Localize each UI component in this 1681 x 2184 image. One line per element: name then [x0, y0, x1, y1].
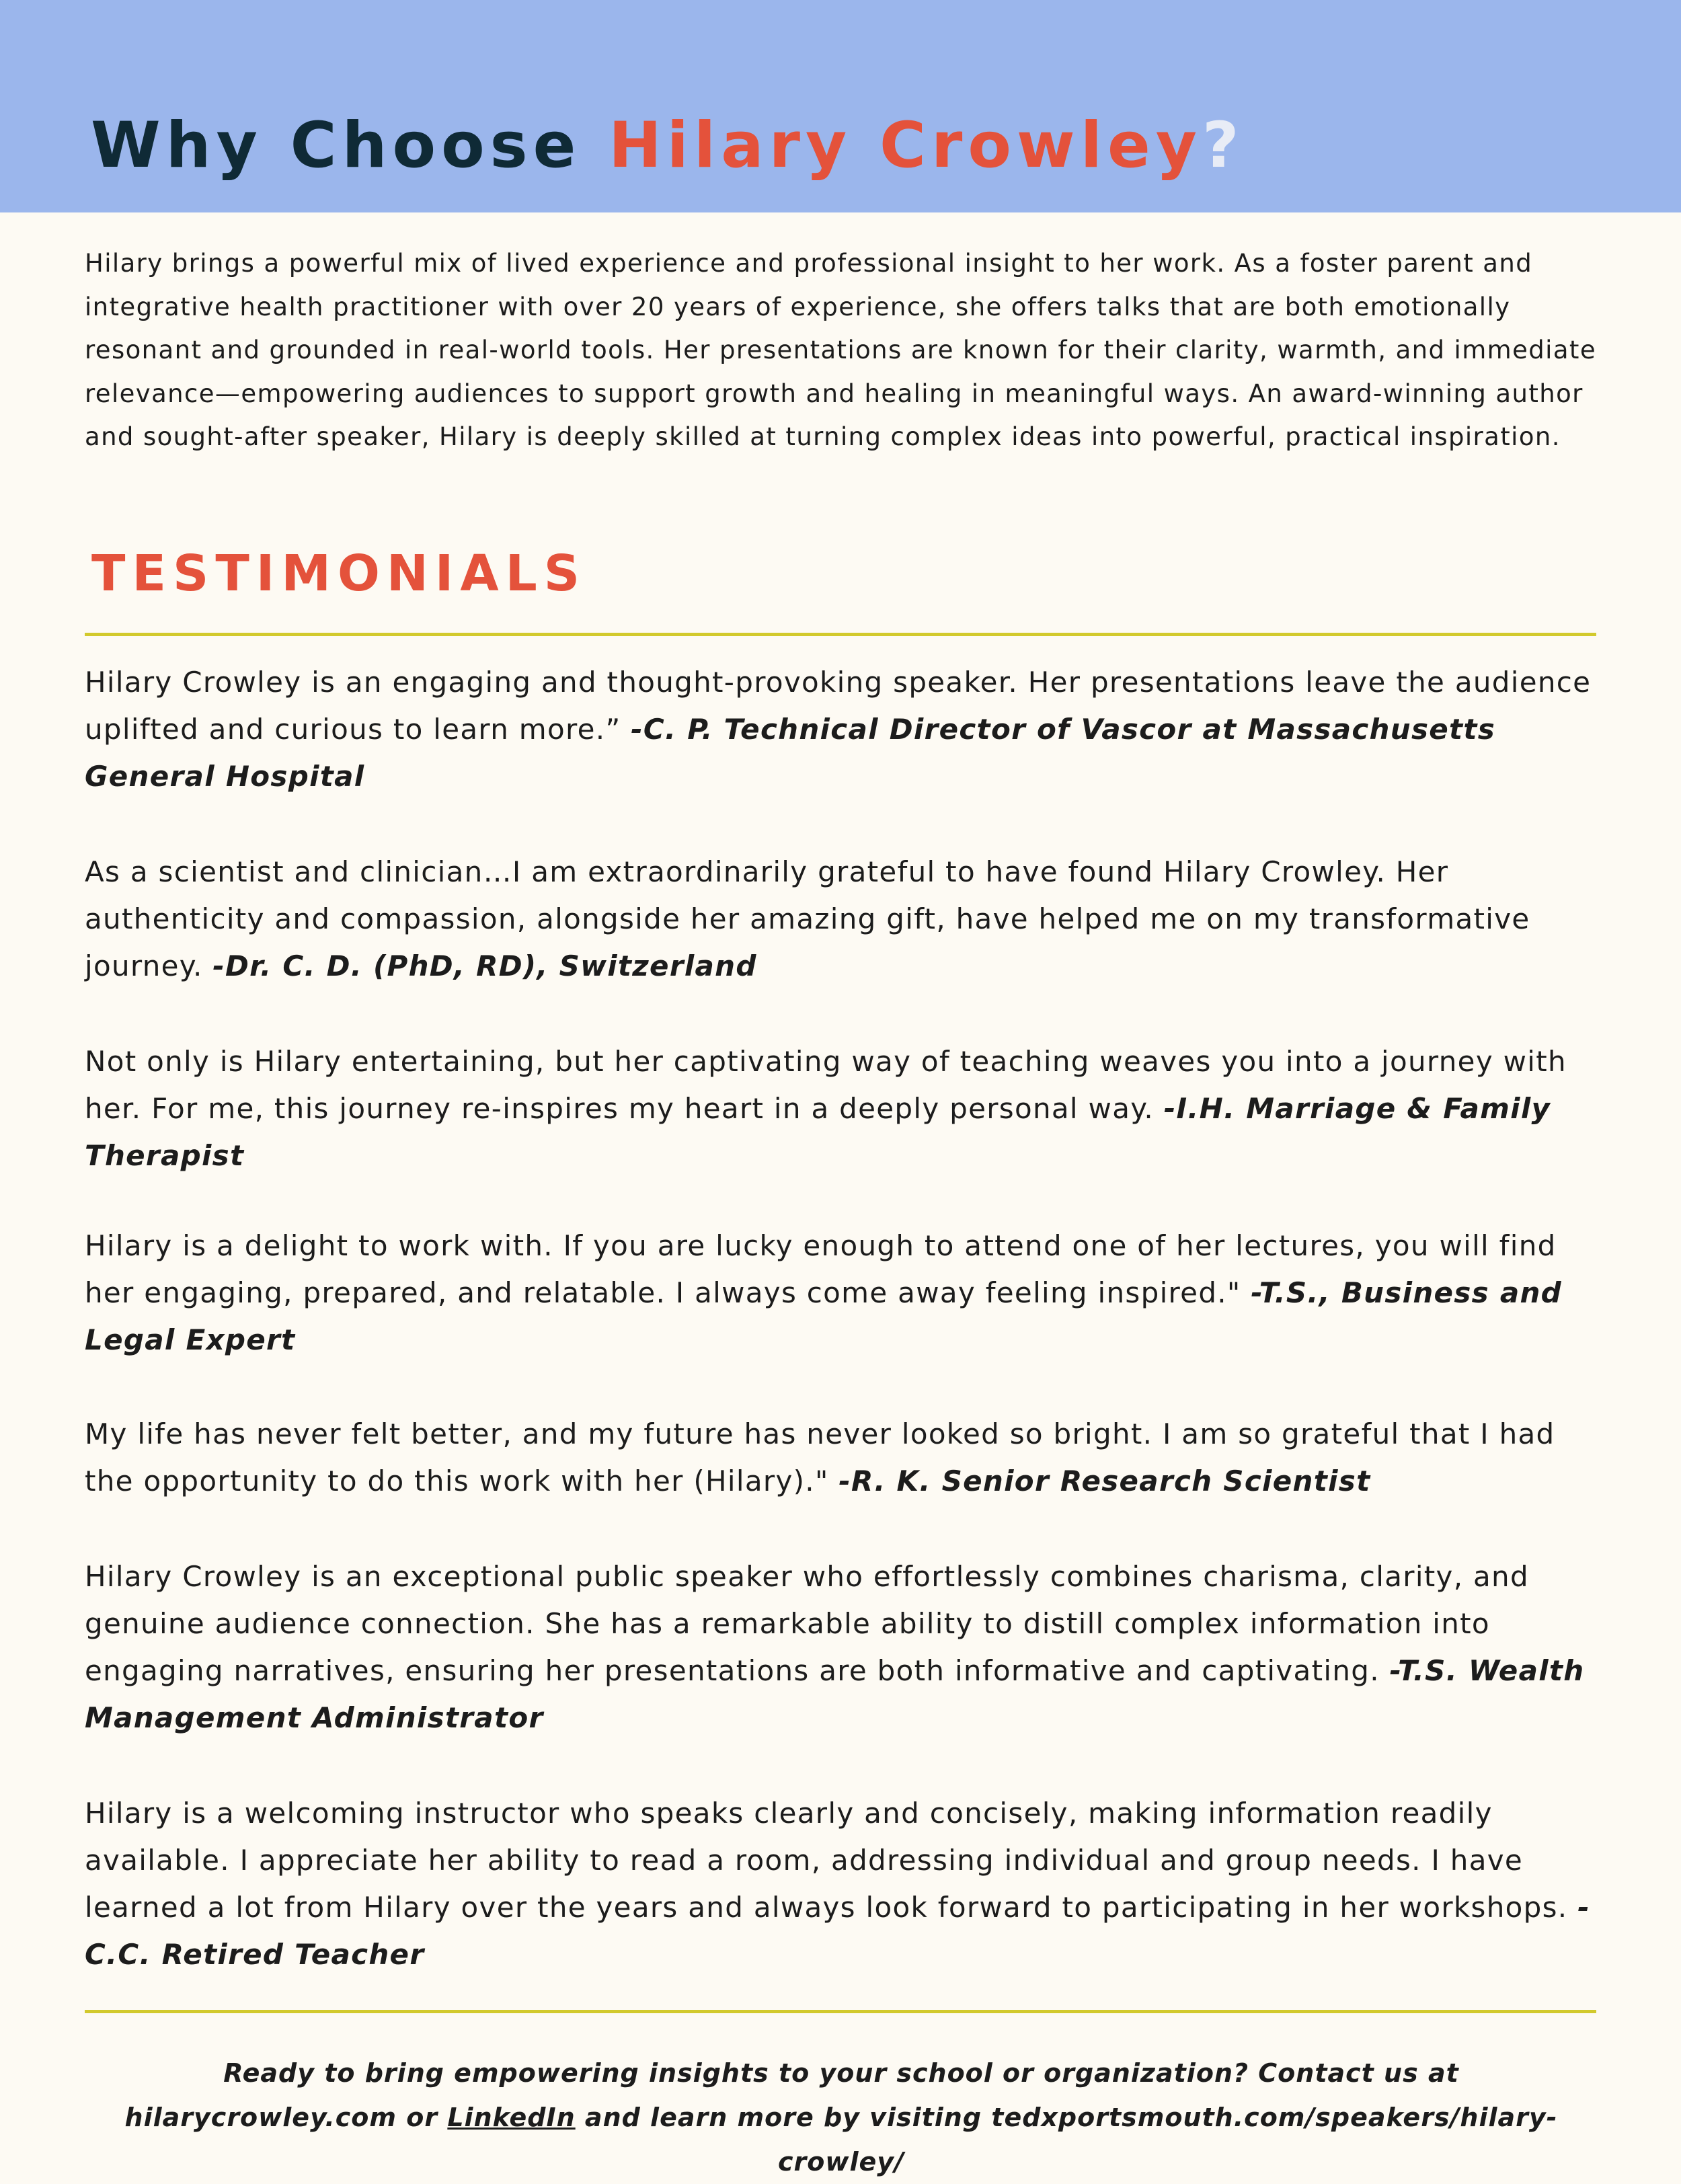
- testimonial-item: [85, 1411, 1598, 1505]
- testimonial-item: [85, 659, 1598, 800]
- bottom-divider: [85, 2010, 1596, 2013]
- testimonial-quote: Hilary Crowley is an engaging and thought-provoking speaker. Her presentations leave the audience uplifted and curious to learn more.”: [85, 666, 1592, 746]
- testimonial-attribution: -T.S., Business and Legal Expert: [85, 1276, 1563, 1356]
- title-lead: Why Choose: [91, 109, 609, 182]
- testimonial-quote: Hilary is a welcoming instructor who speaks clearly and concisely, making information readily available. I appreciate her ability to read a room, addressing individual and group needs. I have learned a lot from Hilary over the years and always look forward to participating in her workshops.: [85, 1797, 1568, 1924]
- testimonials-heading: TESTIMONIALS: [91, 545, 587, 602]
- testimonial-quote: Hilary Crowley is an exceptional public speaker who effortlessly combines charisma, clarity, and genuine audience connection. She has a remarkable ability to distill complex information into engaging narratives, ensuring her presentations are both informative and captivating.: [85, 1560, 1529, 1687]
- testimonial-quote: As a scientist and clinician…I am extraordinarily grateful to have found Hilary Crowley. Her authenticity and compassion, alongside her amazing gift, have helped me on my transformative journey.: [85, 855, 1530, 982]
- testimonial-item: [85, 1038, 1598, 1179]
- page-title: [91, 111, 1245, 180]
- footer-text-lead: Ready to bring empowering insights to your school or organization? Contact us at hilarycrowley.com or: [124, 2058, 1459, 2132]
- testimonial-quote: My life has never felt better, and my future has never looked so bright. I am so grateful that I had the opportunity to do this work with her (Hilary).": [85, 1417, 1555, 1497]
- intro-paragraph: Hilary brings a powerful mix of lived experience and professional insight to her work. As a foster parent and integrative health practitioner with over 20 years of experience, she offers talks that are both emotionally resonant and grounded in real-world tools. Her presentations are known for their clarity, warmth, and immediate relevance—empowering audiences to support growth and healing in meaningful ways. An award-winning author and sought-after speaker, Hilary is deeply skilled at turning complex ideas into powerful, practical inspiration.: [85, 249, 1596, 451]
- testimonial-attribution: -C.C. Retired Teacher: [85, 1891, 1590, 1971]
- testimonial-item: [85, 1222, 1598, 1364]
- testimonial-item: [85, 1790, 1598, 1978]
- testimonial-attribution: -I.H. Marriage & Family Therapist: [85, 1092, 1551, 1172]
- testimonial-attribution: -Dr. C. D. (PhD, RD), Switzerland: [212, 949, 757, 982]
- header-band: [0, 0, 1681, 212]
- footer-cta: [85, 2051, 1598, 2184]
- footer-text-tail: and learn more by visiting tedxportsmouth.com/speakers/hilary-crowley/: [575, 2103, 1558, 2177]
- linkedin-link[interactable]: LinkedIn: [447, 2103, 576, 2132]
- title-name: Hilary Crowley: [609, 109, 1203, 182]
- testimonial-attribution: -C. P. Technical Director of Vascor at Massachusetts General Hospital: [85, 713, 1496, 793]
- testimonial-item: [85, 849, 1598, 990]
- title-question-mark: ?: [1202, 109, 1245, 182]
- testimonial-attribution: -R. K. Senior Research Scientist: [838, 1465, 1371, 1497]
- testimonial-item: [85, 1553, 1598, 1742]
- testimonial-attribution: -T.S. Wealth Management Administrator: [85, 1654, 1585, 1734]
- top-divider: [85, 633, 1596, 636]
- testimonial-quote: Not only is Hilary entertaining, but her captivating way of teaching weaves you into a journey with her. For me, this journey re-inspires my heart in a deeply personal way.: [85, 1045, 1567, 1125]
- testimonial-quote: Hilary is a delight to work with. If you are lucky enough to attend one of her lectures, you will find her engaging, prepared, and relatable. I always come away feeling inspired.": [85, 1229, 1557, 1309]
